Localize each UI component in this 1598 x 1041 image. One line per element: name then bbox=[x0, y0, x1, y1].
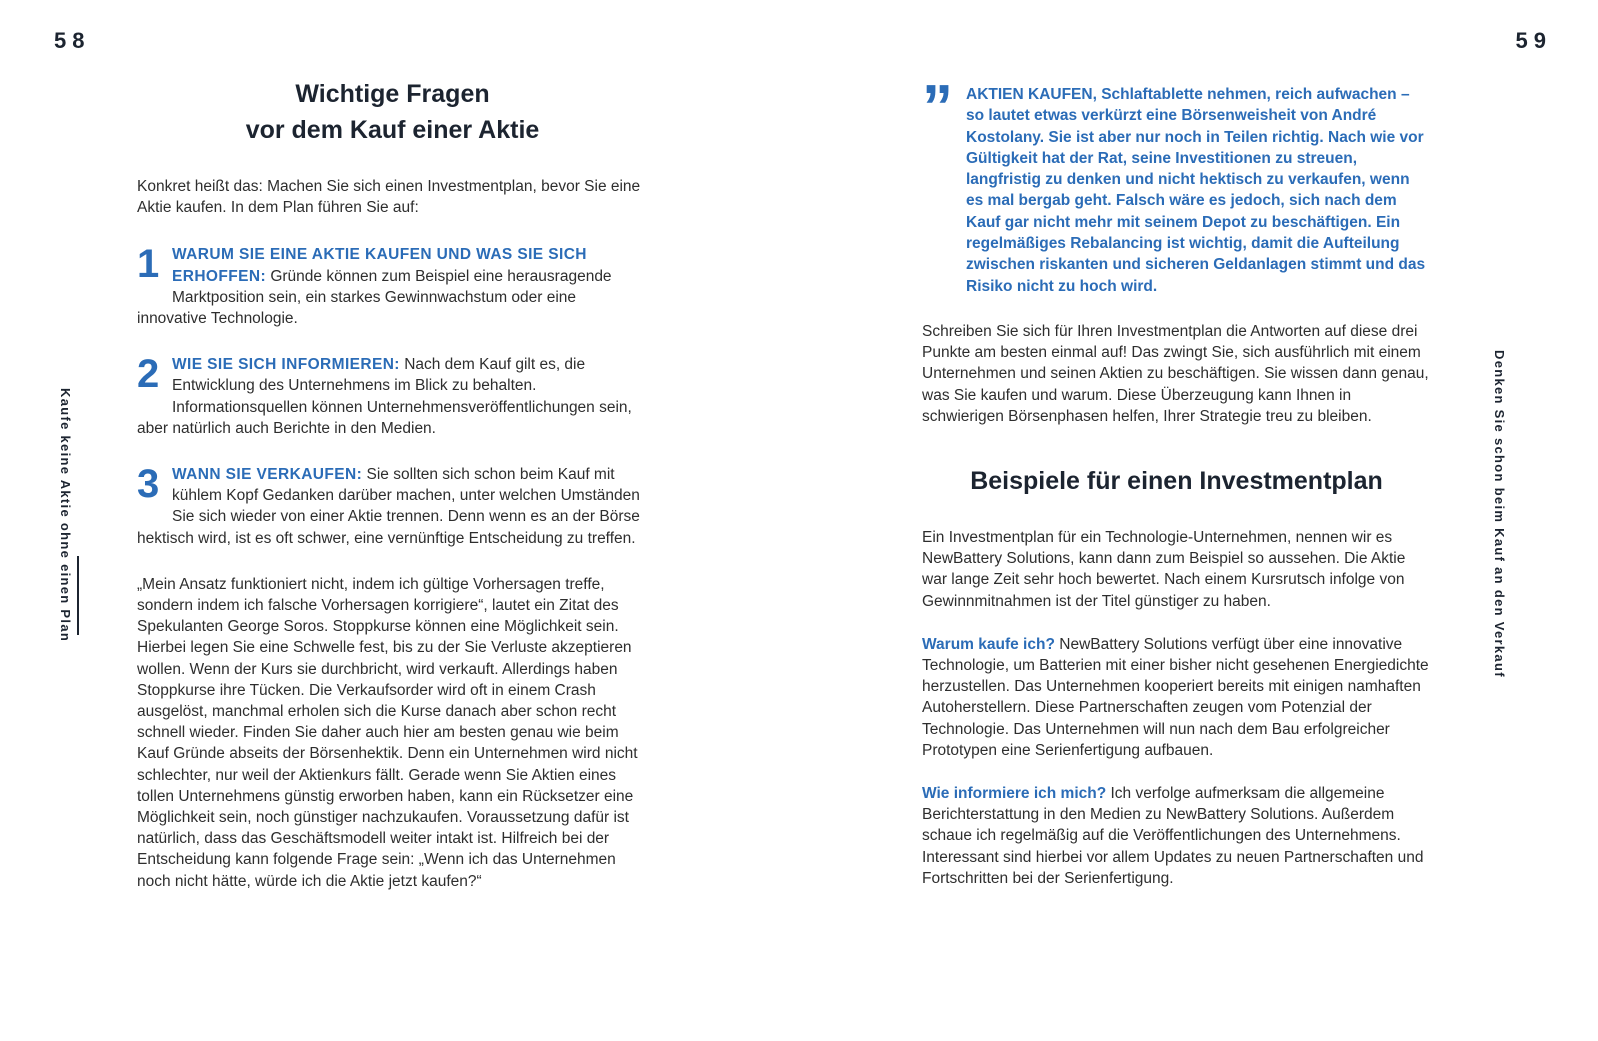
qa-item-how-inform bbox=[922, 783, 1431, 889]
left-margin-label: Kaufe keine Aktie ohne einen Plan bbox=[58, 388, 73, 643]
page-number-right: 59 bbox=[1515, 28, 1552, 53]
item-lead-2: WIE SIE SICH INFORMIEREN: bbox=[172, 356, 400, 374]
section-title: Beispiele für einen Investmentplan bbox=[970, 466, 1383, 495]
left-page-column bbox=[137, 76, 648, 914]
numbered-item-1 bbox=[137, 244, 648, 329]
item-number-1: 1 bbox=[137, 242, 160, 287]
numbered-item-2 bbox=[137, 354, 648, 439]
quote-icon: ” bbox=[922, 73, 951, 142]
article-title-line1: Wichtige Fragen bbox=[295, 80, 490, 108]
article-title bbox=[137, 76, 648, 148]
item-lead-1: WARUM SIE EINE AKTIE KAUFEN UND WAS SIE SICH ERHOFFEN: bbox=[172, 246, 587, 285]
qa-text-why-buy: NewBattery Solutions verfügt über eine innovative Technologie, um Batterien mit einer bisher nicht gesehenen Energiedichte herzustellen. Das Unternehmen kooperiert bereits mit einigen namhaften Autoherstellern. Diese Partnerschaften zeugen vom Potenzial der Technologie. Das Unternehmen will nun nach dem Bau erfolgreicher Prototypen eine Serienfertigung aufbauen. bbox=[922, 635, 1429, 759]
item-lead-3: WANN SIE VERKAUFEN: bbox=[172, 466, 363, 484]
item-text-1: Gründe können zum Beispiel eine herausragende Marktposition sein, ein starkes Gewinnwachstum oder eine innovative Technologie. bbox=[137, 267, 612, 328]
right-page-column bbox=[922, 73, 1431, 911]
page-number-left: 58 bbox=[54, 28, 91, 53]
qa-text-how-inform: Ich verfolge aufmerksam die allgemeine Berichterstattung in den Medien zu NewBattery Solutions. Außerdem schaue ich regelmäßig auf die Veröffentlichungen des Unternehmens. Interessant sind hierbei vor allem Updates zu neuen Partnerschaften und Fortschritten bei der Serienfertigung. bbox=[922, 785, 1424, 887]
qa-lead-how-inform: Wie informiere ich mich? bbox=[922, 785, 1107, 803]
article-title-line2: vor dem Kauf einer Aktie bbox=[245, 116, 540, 144]
plan-paragraph: Schreiben Sie sich für Ihren Investmentplan die Antworten auf diese drei Punkte am besten einmal auf! Das zwingt Sie, sich ausführlich mit einem Unternehmen und seinen Aktien zu beschäftigen. Sie wissen dann genau, was Sie kaufen und warum. Diese Überzeugung kann Ihnen in schwierigen Börsenphasen helfen, Ihrer Strategie treu zu bleiben. bbox=[922, 322, 1429, 425]
qa-lead-why-buy: Warum kaufe ich? bbox=[922, 635, 1055, 653]
item-text-3: Sie sollten sich schon beim Kauf mit kühlem Kopf Gedanken darüber machen, unter welchen Umständen Sie sich wieder von einer Aktie trennen. Denn wenn es an der Börse hektisch wird, ist es oft schwer, eine vernünftige Entscheidung zu treffen. bbox=[137, 466, 640, 547]
right-margin-label: Denken Sie schon beim Kauf an den Verkauf bbox=[1492, 350, 1507, 678]
item-number-3: 3 bbox=[137, 462, 160, 507]
qa-item-why-buy bbox=[922, 634, 1431, 761]
example-paragraph: Ein Investmentplan für ein Technologie-Unternehmen, nennen wir es NewBattery Solutions, kann dann zum Beispiel so aussehen. Die Aktie war lange Zeit sehr hoch bewertet. Nach einem Kursrutsch infolge von Gewinnmitnahmen ist der Titel günstiger zu haben. bbox=[922, 528, 1406, 610]
item-number-2: 2 bbox=[137, 352, 160, 397]
kostolany-quote-block bbox=[922, 73, 1431, 297]
numbered-item-3 bbox=[137, 464, 648, 549]
intro-paragraph: Konkret heißt das: Machen Sie sich einen Investmentplan, bevor Sie eine Aktie kaufen. In dem Plan führen Sie auf: bbox=[137, 178, 641, 217]
left-margin-rule bbox=[77, 556, 79, 635]
kostolany-quote-text: AKTIEN KAUFEN, Schlaftablette nehmen, reich aufwachen – so lautet etwas verkürzt eine Börsenweisheit von André Kostolany. Sie ist aber nur noch in Teilen richtig. Nach wie vor Gültigkeit hat der Rat, seine Investitionen zu streuen, langfristig zu denken und nicht hektisch zu verkaufen, wenn es mal bergab geht. Falsch wäre es jedoch, sich nach dem Kauf gar nicht mehr mit seinem Depot zu beschäftigen. Ein regelmäßiges Rebalancing ist wichtig, damit die Aufteilung zwischen riskanten und sicheren Geldanlagen stimmt und das Risiko nicht zu hoch wird. bbox=[966, 86, 1426, 295]
soros-quote-paragraph: „Mein Ansatz funktioniert nicht, indem ich gültige Vorhersagen treffe, sondern indem ich falsche Vorhersagen korrigiere“, lautet ein Zitat des Spekulanten George Soros. Stoppkurse können eine Möglichkeit sein. Hierbei legen Sie eine Schwelle fest, bis zu der Sie Verluste akzeptieren wollen. Wenn der Kurs sie durchbricht, wird verkauft. Allerdings haben Stoppkurse ihre Tücken. Die Verkaufsorder wird oft in einem Crash ausgelöst, manchmal erholen sich die Kurse danach aber schon recht schnell wieder. Finden Sie daher auch hier am besten genau wie beim Kauf Gründe abseits der Börsenhektik. Denn ein Unternehmen wird nicht schlechter, nur weil der Aktienkurs fällt. Gerade wenn Sie Aktien eines tollen Unternehmens günstig erworben haben, kann ein Rücksetzer eine Möglichkeit sein, noch günstiger nachzukaufen. Voraussetzung dafür ist natürlich, dass das Geschäftsmodell weiter intakt ist. Hilfreich bei der Entscheidung kann folgende Frage sein: „Wenn ich das Unternehmen noch nicht hätte, würde ich die Aktie jetzt kaufen?“ bbox=[137, 575, 638, 890]
item-text-2: Nach dem Kauf gilt es, die Entwicklung des Unternehmens im Blick zu behalten. Informationsquellen können Unternehmensveröffentlichungen sein, aber natürlich auch Berichte in den Medien. bbox=[137, 356, 632, 437]
